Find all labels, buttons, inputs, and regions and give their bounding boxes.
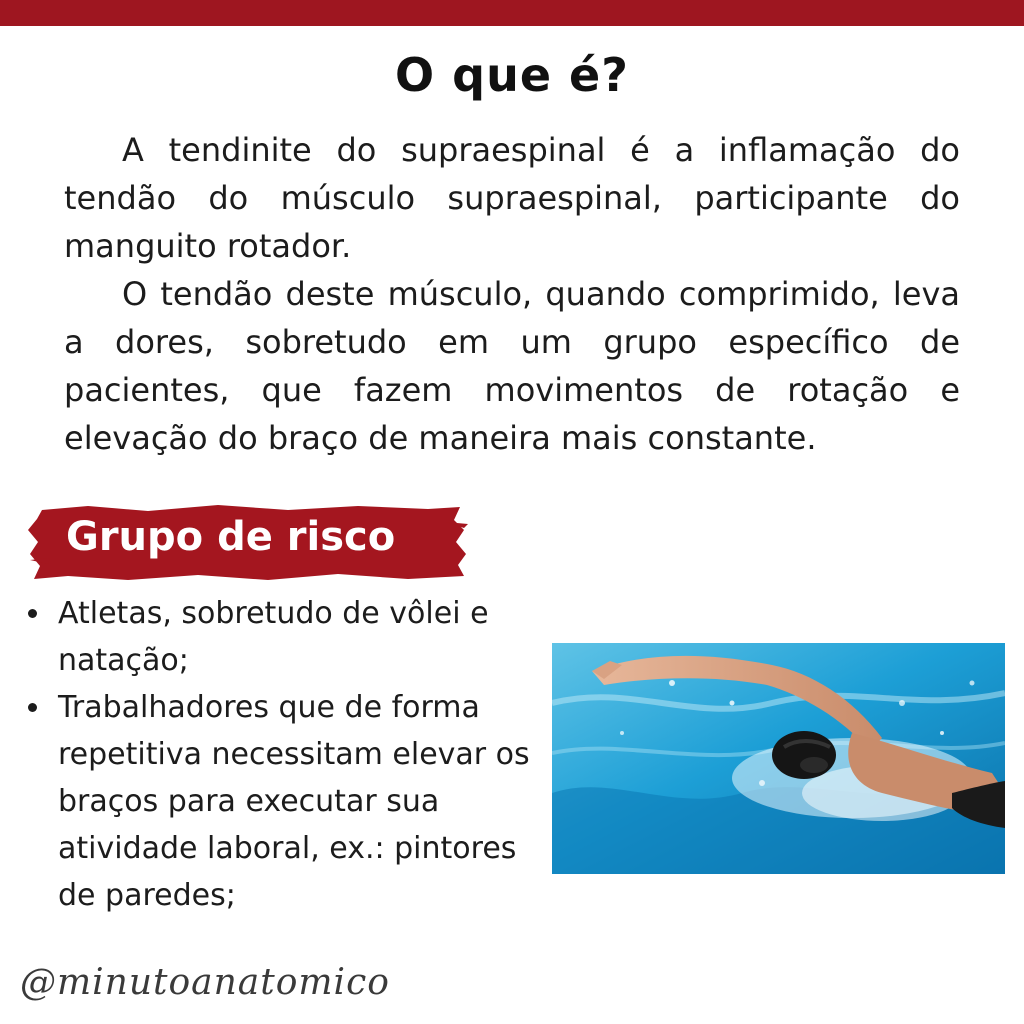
risk-group-list bbox=[22, 590, 562, 919]
bullet-icon bbox=[28, 609, 37, 618]
list-item-text: Trabalhadores que de forma repetitiva necessitam elevar os braços para executar sua atividade laboral, ex.: pintores de paredes; bbox=[58, 690, 530, 913]
risk-group-heading: Grupo de risco bbox=[66, 514, 396, 560]
list-item-text: Atletas, sobretudo de vôlei e natação; bbox=[58, 596, 489, 678]
intro-paragraph: A tendinite do supraespinal é a inflamação do tendão do músculo supraespinal, participante do manguito rotador. bbox=[64, 131, 960, 265]
intro-paragraph: O tendão deste músculo, quando comprimido, leva a dores, sobretudo em um grupo específico de pacientes, que fazem movimentos de rotação e elevação do braço de maneira mais constante. bbox=[64, 275, 960, 457]
risk-group-banner bbox=[28, 502, 468, 582]
page-title: O que é? bbox=[395, 48, 629, 102]
intro-text bbox=[64, 126, 960, 462]
top-accent-bar bbox=[0, 0, 1024, 26]
list-item bbox=[22, 590, 562, 684]
swimmer-photo bbox=[552, 643, 1005, 874]
bullet-icon bbox=[28, 703, 37, 712]
list-item bbox=[22, 684, 562, 919]
social-handle: @minutoanatomico bbox=[20, 962, 390, 1003]
